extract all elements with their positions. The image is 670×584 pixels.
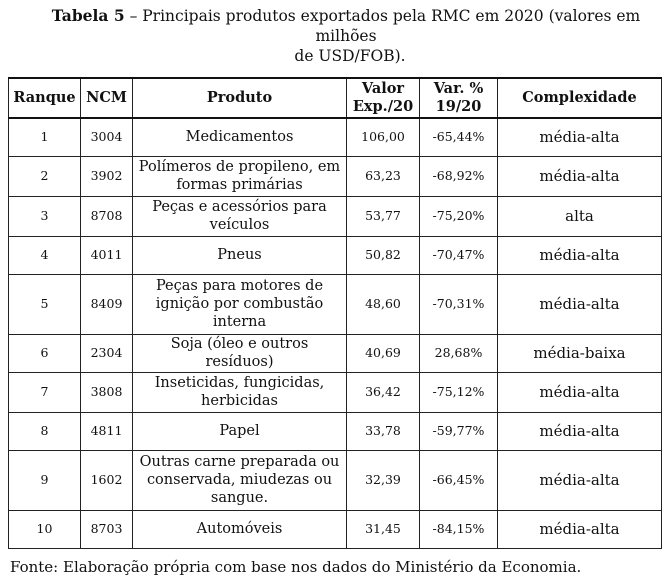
cell-valor: 32,39	[347, 450, 420, 510]
source-note: Fonte: Elaboração própria com base nos dados do Ministério da Economia.	[10, 558, 582, 576]
table-row	[9, 510, 662, 548]
cell-complexidade: alta	[498, 196, 662, 236]
exports-table	[8, 77, 662, 549]
cell-produto: Inseticidas, fungicidas, herbicidas	[133, 372, 347, 412]
table-row	[9, 236, 662, 274]
cell-produto: Pneus	[133, 236, 347, 274]
table-row	[9, 372, 662, 412]
cell-var: -59,77%	[420, 412, 498, 450]
header-row	[9, 78, 662, 118]
cell-valor: 36,42	[347, 372, 420, 412]
table-row	[9, 156, 662, 196]
caption-text-line1: – Principais produtos exportados pela RMC em 2020 (valores em milhões	[124, 7, 641, 45]
cell-valor: 106,00	[347, 118, 420, 156]
cell-rank: 5	[9, 274, 81, 334]
cell-rank: 2	[9, 156, 81, 196]
header-valor: Valor Exp./20	[347, 78, 420, 118]
header-produto: Produto	[133, 78, 347, 118]
cell-rank: 6	[9, 334, 81, 372]
cell-rank: 4	[9, 236, 81, 274]
cell-ncm: 8703	[81, 510, 133, 548]
cell-valor: 33,78	[347, 412, 420, 450]
cell-var: -84,15%	[420, 510, 498, 548]
caption-text-line2: de USD/FOB).	[294, 47, 406, 65]
cell-produto: Outras carne preparada ou conservada, miudezas ou sangue.	[133, 450, 347, 510]
cell-rank: 9	[9, 450, 81, 510]
cell-complexidade: média-alta	[498, 372, 662, 412]
cell-produto: Automóveis	[133, 510, 347, 548]
table-caption	[0, 6, 670, 66]
cell-rank: 7	[9, 372, 81, 412]
table-row	[9, 274, 662, 334]
table-row	[9, 334, 662, 372]
table-body	[9, 118, 662, 548]
cell-valor: 31,45	[347, 510, 420, 548]
cell-rank: 3	[9, 196, 81, 236]
cell-var: -66,45%	[420, 450, 498, 510]
cell-valor: 50,82	[347, 236, 420, 274]
caption-label: Tabela 5	[51, 6, 125, 25]
cell-complexidade: média-alta	[498, 236, 662, 274]
cell-complexidade: média-alta	[498, 156, 662, 196]
cell-rank: 8	[9, 412, 81, 450]
cell-valor: 63,23	[347, 156, 420, 196]
header-var: Var. % 19/20	[420, 78, 498, 118]
cell-produto: Peças para motores de ignição por combustão interna	[133, 274, 347, 334]
cell-var: -75,20%	[420, 196, 498, 236]
cell-valor: 48,60	[347, 274, 420, 334]
cell-produto: Polímeros de propileno, em formas primárias	[133, 156, 347, 196]
cell-rank: 10	[9, 510, 81, 548]
cell-produto: Peças e acessórios para veículos	[133, 196, 347, 236]
cell-produto: Medicamentos	[133, 118, 347, 156]
cell-ncm: 3808	[81, 372, 133, 412]
cell-var: -70,31%	[420, 274, 498, 334]
cell-ncm: 4811	[81, 412, 133, 450]
table-row	[9, 450, 662, 510]
cell-rank: 1	[9, 118, 81, 156]
cell-ncm: 8708	[81, 196, 133, 236]
cell-ncm: 3004	[81, 118, 133, 156]
cell-ncm: 4011	[81, 236, 133, 274]
cell-complexidade: média-alta	[498, 450, 662, 510]
cell-ncm: 8409	[81, 274, 133, 334]
header-complexidade: Complexidade	[498, 78, 662, 118]
cell-complexidade: média-alta	[498, 118, 662, 156]
cell-var: -68,92%	[420, 156, 498, 196]
table-row	[9, 196, 662, 236]
cell-ncm: 3902	[81, 156, 133, 196]
cell-valor: 53,77	[347, 196, 420, 236]
cell-complexidade: média-alta	[498, 274, 662, 334]
cell-produto: Soja (óleo e outros resíduos)	[133, 334, 347, 372]
table-row	[9, 118, 662, 156]
cell-ncm: 2304	[81, 334, 133, 372]
cell-complexidade: média-alta	[498, 412, 662, 450]
cell-ncm: 1602	[81, 450, 133, 510]
cell-var: 28,68%	[420, 334, 498, 372]
cell-complexidade: média-baixa	[498, 334, 662, 372]
header-ncm: NCM	[81, 78, 133, 118]
table-row	[9, 412, 662, 450]
cell-produto: Papel	[133, 412, 347, 450]
cell-var: -70,47%	[420, 236, 498, 274]
header-ranque: Ranque	[9, 78, 81, 118]
cell-valor: 40,69	[347, 334, 420, 372]
cell-var: -75,12%	[420, 372, 498, 412]
cell-complexidade: média-alta	[498, 510, 662, 548]
cell-var: -65,44%	[420, 118, 498, 156]
